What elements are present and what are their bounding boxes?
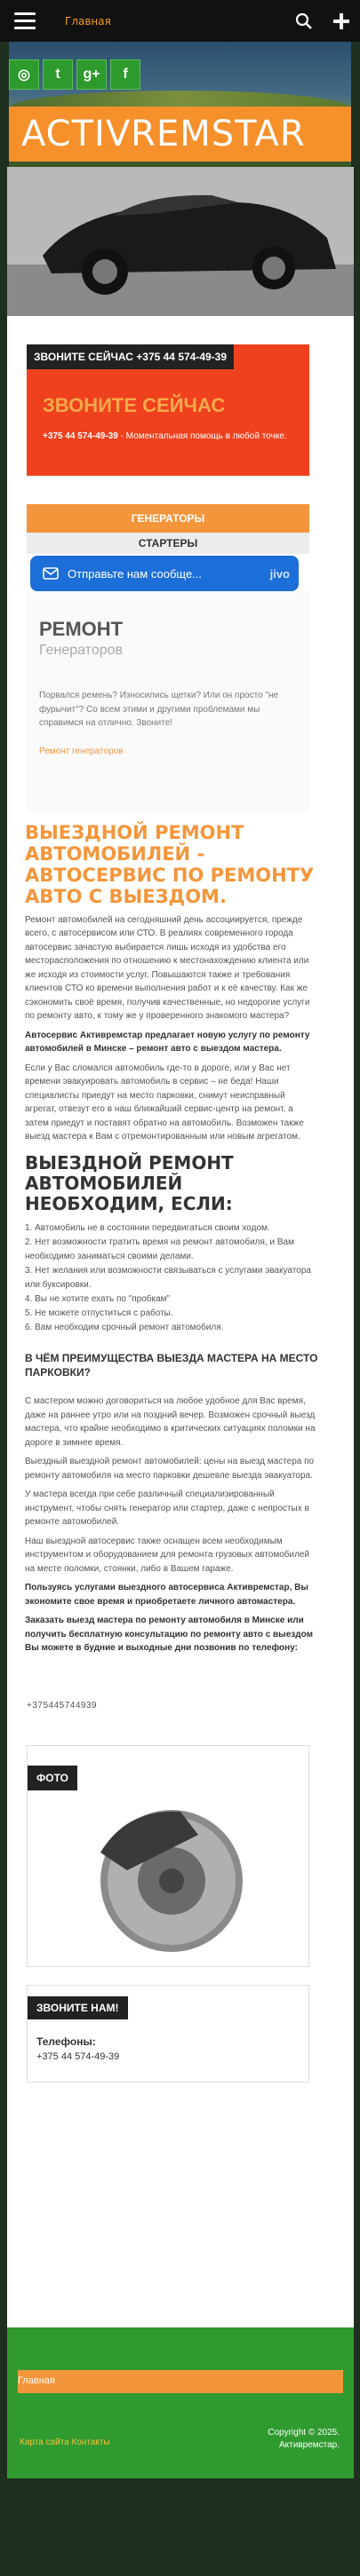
call-now-text <box>43 430 300 443</box>
main-content <box>7 316 354 2340</box>
reasons-list <box>25 1221 318 1335</box>
footer-nav-bar <box>18 2370 343 2393</box>
footer-links[interactable]: Карта сайта Контакты <box>20 2438 110 2447</box>
top-bar <box>0 0 360 42</box>
chat-widget[interactable] <box>30 556 299 591</box>
car-hero-image <box>7 167 354 316</box>
article-paragraph-5: Выездный выездной ремонт автомобилей: цены на выезд мастера по ремонту автомобиля на место парковки дешевле выезда эвакуатора. <box>25 1457 315 1481</box>
article-paragraph-2: Автосервис Активремстар предлагает новую услугу по ремонту автомобилей в Минске – ремонт авто с выездом мастера. <box>25 1030 310 1055</box>
article-paragraph-3: Если у Вас сломался автомобиль где-то в дороге, или у Вас нет времени эвакуировать автомобиль в сервис – не беда! Наши специалисты приедут на место парковки, снимут неисправный агрегат, отвезут его в наш ближайший сервис-центр на ремонт, а затем приедут и поставят обратно на автомобиль. Возможен также выезд мастера к Вам с отремонтированным или новым агрегатом. <box>25 1063 304 1142</box>
article-paragraph-7: Наш выездной автосервис также оснащен всем необходимым инструментом и оборудованием для ремонта грузовых автомобилей на месте поломки, стоянки, либо в Вашем гараже. <box>25 1536 310 1574</box>
call-now-header: ЗВОНИТЕ СЕЙЧАС +375 44 574-49-39 <box>27 344 234 369</box>
call-description: - Моментальная помощь в любой точке. <box>117 431 287 441</box>
header-banner <box>9 42 351 175</box>
article-subtitle-2: В ЧЁМ ПРЕИМУЩЕСТВА ВЫЕЗДА МАСТЕРА НА МЕСТО ПАРКОВКИ? <box>25 1351 318 1379</box>
call-now-block <box>27 344 309 476</box>
service-card-subtitle: Генераторов <box>39 643 124 658</box>
google-plus-icon[interactable]: g+ <box>76 59 107 90</box>
footer-home-link[interactable]: Главная <box>18 2375 55 2386</box>
hamburger-menu-icon[interactable] <box>0 0 49 42</box>
search-icon[interactable] <box>285 0 323 42</box>
footer-copyright: Copyright © 2025. Активремстар. <box>268 2428 340 2450</box>
contact-block <box>27 1985 309 2082</box>
article <box>25 822 318 1655</box>
social-links <box>9 59 140 90</box>
call-phone[interactable]: +375 44 574-49-39 <box>43 431 118 441</box>
twitter-icon[interactable]: t <box>43 59 73 90</box>
service-card-description: Порвался ремень? Износились щетки? Или он просто "не фурычит"? Со всем этими и другими проблемами мы справимся на отлично. Звоните! <box>39 691 279 728</box>
brake-disc-image <box>74 1799 268 1959</box>
chat-widget-text: Отправьте нам сообще... <box>68 566 203 581</box>
list-item: 4. Вы не хотите ехать по "пробкам" <box>25 1293 171 1304</box>
contact-header: ЗВОНИТЕ НАМ! <box>28 1996 128 2019</box>
generators-button[interactable]: ГЕНЕРАТОРЫ <box>27 504 309 533</box>
list-item: 6. Вам необходим срочный ремонт автомобиля. <box>25 1322 224 1332</box>
photo-block <box>27 1745 309 1967</box>
photo-header: ФОТО <box>28 1766 77 1790</box>
contact-phone[interactable]: +375 44 574-49-39 <box>36 2051 120 2062</box>
article-title: ВЫЕЗДНОЙ РЕМОНТ АВТОМОБИЛЕЙ - АВТОСЕРВИС ПО РЕМОНТУ АВТО С ВЫЕЗДОМ. <box>25 822 315 908</box>
call-now-title: ЗВОНИТЕ СЕЙЧАС <box>43 394 226 416</box>
chat-widget-brand: jivo <box>269 566 290 581</box>
article-paragraph-8: Пользуясь услугами выездного автосервиса Активремстар, Вы экономите свое время и приобретаете личного автомастера. <box>25 1583 308 1607</box>
list-item: 1. Автомобиль не в состоянии передвигаться своим ходом. <box>25 1222 270 1233</box>
contact-label: Телефоны: <box>36 2035 96 2048</box>
article-subtitle-1: ВЫЕЗДНОЙ РЕМОНТ АВТОМОБИЛЕЙ НЕОБХОДИМ, ЕСЛИ: <box>25 1151 234 1214</box>
mail-icon <box>43 567 59 580</box>
list-item: 3. Нет желания или возможности связываться с услугами эвакуатора или буксировки. <box>25 1265 311 1290</box>
article-paragraph-1: Ремонт автомобилей на сегодняшний день ассоциируется, прежде всего, с автосервисом или СТО. В реалиях современного города автосервис зачастую выбирается лишь исходя из удобства его месторасположения по отношению к местонахождению клиента или же исходя из стоимости услуг. Повышаются также и требования клиентов СТО ко времени выполнения работ и к её качеству. Как же сэкономить своё время, получив качественные, но недорогие услуги по ремонту авто, к тому же у проверенного знакомого мастера? <box>25 914 310 1022</box>
plus-icon[interactable] <box>323 0 360 42</box>
article-paragraph-9: Заказать выезд мастера по ремонту автомобиля в Минске или получить бесплатную консультацию по ремонту авто с выездом Вы можете в будние и выходные дни позвонив по телефону: <box>25 1616 313 1654</box>
list-item: 5. Не можете отпуститься с работы. <box>25 1308 173 1318</box>
facebook-icon[interactable]: f <box>110 59 140 90</box>
starters-button[interactable]: СТАРТЕРЫ <box>27 533 309 554</box>
rss-icon[interactable]: ◎ <box>9 59 39 90</box>
nav-home-link[interactable]: Главная <box>65 14 111 28</box>
list-item: 2. Нет возможности тратить время на ремонт автомобиля, и Вам необходимо заниматься своими делами. <box>25 1237 294 1261</box>
service-card-title: РЕМОНТ <box>39 618 124 640</box>
article-paragraph-6: У мастера всегда при себе различный специализированный инструмент, чтобы снять генератор или стартер, даже с непростых в ремонте автомобилей. <box>25 1489 309 1528</box>
service-card-link[interactable]: Ремонт генераторов <box>39 747 124 756</box>
article-phone[interactable]: +375445744939 <box>27 1701 98 1711</box>
footer <box>7 2327 354 2478</box>
article-paragraph-4: С мастером можно договориться на любое удобное для Вас время, даже на раннее утро или на поздний вечер. Возможен срочный выезд мастера, что крайне необходимо в критических ситуациях поломки на дороге в зимнее время. <box>25 1396 316 1448</box>
site-logo[interactable]: ACTIVREMSTAR <box>9 107 351 162</box>
